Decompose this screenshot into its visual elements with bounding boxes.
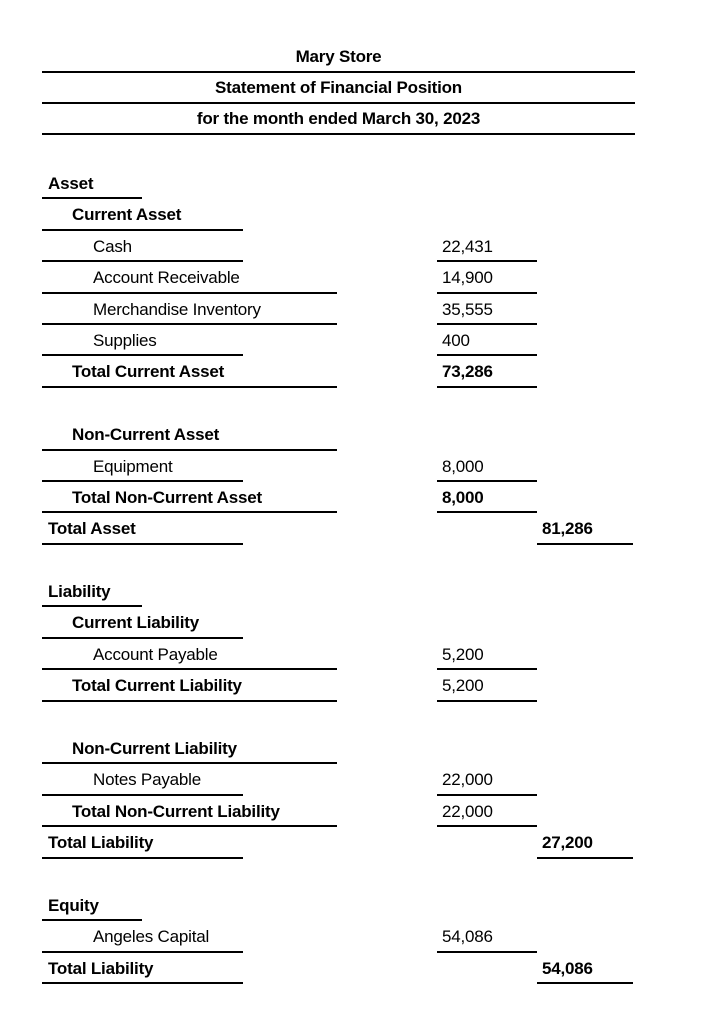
account-label: Account Receivable: [93, 268, 240, 288]
account-label: Merchandise Inventory: [93, 299, 261, 319]
amount-col1: 400: [437, 325, 537, 356]
amount-col1: 54,086: [437, 921, 537, 952]
table-row: [42, 294, 635, 325]
account-label: Equipment: [93, 456, 173, 476]
statement-title: Mary Store: [42, 42, 635, 73]
table-row: [42, 513, 635, 544]
table-row: [42, 639, 635, 670]
table-row: [42, 827, 635, 858]
account-label: Current Asset: [72, 205, 182, 225]
table-row: [42, 890, 635, 921]
amount-col1: 35,555: [437, 294, 537, 325]
account-label: Non-Current Asset: [72, 425, 220, 445]
amount-col1: 8,000: [437, 482, 537, 513]
amount-col2: 81,286: [537, 513, 633, 544]
account-label: Notes Payable: [93, 770, 201, 790]
table-row: [42, 953, 635, 984]
table-row: [42, 921, 635, 952]
table-row: [42, 231, 635, 262]
account-label: Cash: [93, 236, 132, 256]
statement-subtitle: Statement of Financial Position: [42, 73, 635, 104]
table-row: [42, 733, 635, 764]
table-row: [42, 482, 635, 513]
account-label: Total Current Liability: [72, 676, 242, 696]
table-row: [42, 419, 635, 450]
amount-col1: 22,000: [437, 764, 537, 795]
spacer-row: [42, 702, 635, 733]
account-label: Current Liability: [72, 613, 199, 633]
amount-col2: 54,086: [537, 953, 633, 984]
table-row: [42, 670, 635, 701]
account-label: Total Current Asset: [72, 362, 225, 382]
account-label: Equity: [48, 895, 99, 915]
account-label: Non-Current Liability: [72, 739, 237, 759]
spacer-row: [42, 388, 635, 419]
account-label: Supplies: [93, 330, 157, 350]
financial-statement: [42, 42, 635, 984]
account-label: Account Payable: [93, 644, 218, 664]
amount-col1: 5,200: [437, 670, 537, 701]
account-label: Total Non-Current Asset: [72, 487, 262, 507]
amount-col1: 73,286: [437, 356, 537, 387]
spacer-row: [42, 859, 635, 890]
table-row: [42, 356, 635, 387]
account-label: Asset: [48, 174, 94, 193]
table-row: [42, 796, 635, 827]
account-label: Total Liability: [48, 833, 154, 853]
statement-period: for the month ended March 30, 2023: [42, 104, 635, 135]
account-label: Total Liability: [48, 958, 154, 978]
table-row: [42, 451, 635, 482]
amount-col1: 8,000: [437, 451, 537, 482]
table-row: [42, 325, 635, 356]
account-label: Liability: [48, 582, 111, 602]
statement-rows: [42, 168, 635, 984]
amount-col2: 27,200: [537, 827, 633, 858]
header-gap: [42, 135, 635, 168]
table-row: [42, 607, 635, 638]
amount-col1: 22,431: [437, 231, 537, 262]
account-label: Total Asset: [48, 519, 136, 539]
account-label: Angeles Capital: [93, 927, 210, 947]
amount-col1: 14,900: [437, 262, 537, 293]
table-row: [42, 168, 635, 199]
account-label: Total Non-Current Liability: [72, 801, 280, 821]
spacer-row: [42, 545, 635, 576]
amount-col1: 22,000: [437, 796, 537, 827]
table-row: [42, 199, 635, 230]
amount-col1: 5,200: [437, 639, 537, 670]
table-row: [42, 764, 635, 795]
table-row: [42, 262, 635, 293]
table-row: [42, 576, 635, 607]
